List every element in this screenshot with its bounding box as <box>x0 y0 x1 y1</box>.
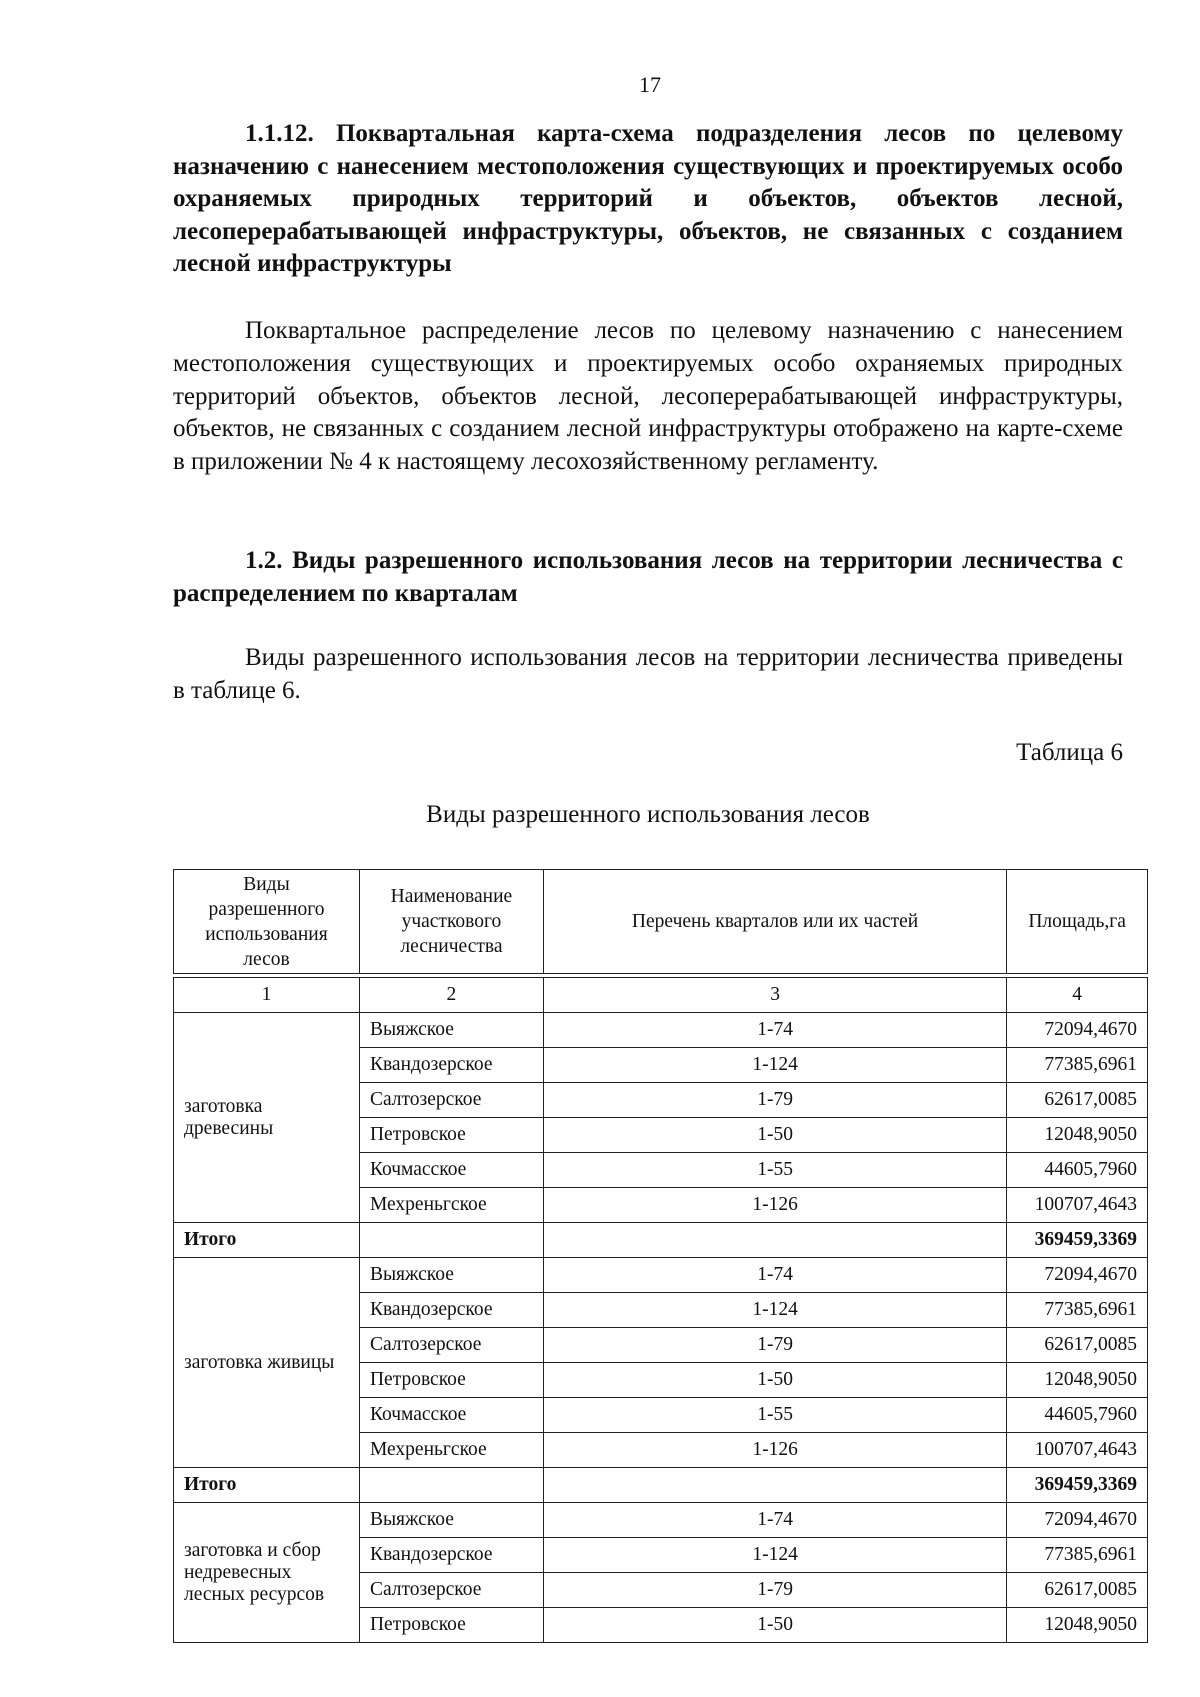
table-row <box>174 1503 1148 1538</box>
column-number: 4 <box>1007 978 1148 1013</box>
table-title: Виды разрешенного использования лесов <box>426 801 870 828</box>
use-type-cell: заготовка и сбор недревесных лесных ресурсов <box>174 1503 360 1643</box>
table-row <box>174 1013 1148 1048</box>
header-quarters-list: Перечень кварталов или их частей <box>543 870 1006 974</box>
area-cell: 72094,4670 <box>1007 1503 1148 1538</box>
forestry-cell: Выяжское <box>359 1013 543 1048</box>
forestry-cell: Кочмасское <box>359 1153 543 1188</box>
quarters-cell: 1-79 <box>543 1328 1006 1363</box>
empty-cell <box>543 1468 1006 1503</box>
quarters-cell: 1-126 <box>543 1433 1006 1468</box>
forestry-cell: Салтозерское <box>359 1083 543 1118</box>
section-1-1-12-heading: 1.1.12. Поквартальная карта-схема подразделения лесов по целевому назначению с нанесением местоположения существующих и проектируемых особо охраняемых природных территорий и объектов, объектов лесной, лесоперерабатывающей инфраструктуры, объектов, не связанных с созданием лесной инфраструктуры <box>173 120 1123 277</box>
forestry-cell: Выяжское <box>359 1503 543 1538</box>
forestry-cell: Петровское <box>359 1608 543 1643</box>
forestry-cell: Выяжское <box>359 1258 543 1293</box>
area-cell: 12048,9050 <box>1007 1363 1148 1398</box>
quarters-cell: 1-124 <box>543 1538 1006 1573</box>
quarters-cell: 1-50 <box>543 1363 1006 1398</box>
total-row <box>174 1223 1148 1258</box>
area-cell: 62617,0085 <box>1007 1328 1148 1363</box>
data-table <box>173 977 1148 1643</box>
forestry-cell: Салтозерское <box>359 1328 543 1363</box>
area-cell: 77385,6961 <box>1007 1538 1148 1573</box>
quarters-cell: 1-74 <box>543 1013 1006 1048</box>
forestry-cell: Мехреньгское <box>359 1188 543 1223</box>
use-type-cell: заготовка живицы <box>174 1258 360 1468</box>
empty-cell <box>359 1468 543 1503</box>
forestry-cell: Мехреньгское <box>359 1433 543 1468</box>
area-cell: 72094,4670 <box>1007 1013 1148 1048</box>
total-label: Итого <box>174 1468 360 1503</box>
forestry-cell: Салтозерское <box>359 1573 543 1608</box>
table-header <box>173 869 1148 974</box>
area-cell: 44605,7960 <box>1007 1398 1148 1433</box>
quarters-cell: 1-50 <box>543 1608 1006 1643</box>
quarters-cell: 1-55 <box>543 1398 1006 1433</box>
quarters-cell: 1-79 <box>543 1083 1006 1118</box>
header-use-type: Виды разрешенного использования лесов <box>174 870 360 974</box>
header-forestry-name: Наименование участкового лесничества <box>359 870 543 974</box>
quarters-cell: 1-126 <box>543 1188 1006 1223</box>
column-number: 2 <box>359 978 543 1013</box>
quarters-cell: 1-124 <box>543 1048 1006 1083</box>
forestry-cell: Петровское <box>359 1118 543 1153</box>
quarters-cell: 1-74 <box>543 1258 1006 1293</box>
forestry-cell: Петровское <box>359 1363 543 1398</box>
table-label: Таблица 6 <box>1016 739 1123 766</box>
column-number: 1 <box>174 978 360 1013</box>
quarters-cell: 1-124 <box>543 1293 1006 1328</box>
column-number: 3 <box>543 978 1006 1013</box>
area-cell: 44605,7960 <box>1007 1153 1148 1188</box>
section-1-2-paragraph: Виды разрешенного использования лесов на территории лесничества приведены в таблице 6. <box>173 644 1123 704</box>
forestry-cell: Кочмасское <box>359 1398 543 1433</box>
total-row <box>174 1468 1148 1503</box>
area-cell: 77385,6961 <box>1007 1048 1148 1083</box>
use-type-cell: заготовка древесины <box>174 1013 360 1223</box>
table-row <box>174 1258 1148 1293</box>
area-cell: 62617,0085 <box>1007 1083 1148 1118</box>
empty-cell <box>543 1223 1006 1258</box>
page-number: 17 <box>639 72 661 97</box>
area-cell: 77385,6961 <box>1007 1293 1148 1328</box>
header-area: Площадь,га <box>1007 870 1148 974</box>
total-area: 369459,3369 <box>1007 1223 1148 1258</box>
area-cell: 62617,0085 <box>1007 1573 1148 1608</box>
area-cell: 100707,4643 <box>1007 1433 1148 1468</box>
section-1-2-heading: 1.2. Виды разрешенного использования лесов на территории лесничества с распределением по кварталам <box>173 547 1123 607</box>
area-cell: 72094,4670 <box>1007 1258 1148 1293</box>
quarters-cell: 1-74 <box>543 1503 1006 1538</box>
area-cell: 12048,9050 <box>1007 1608 1148 1643</box>
area-cell: 100707,4643 <box>1007 1188 1148 1223</box>
total-area: 369459,3369 <box>1007 1468 1148 1503</box>
quarters-cell: 1-79 <box>543 1573 1006 1608</box>
forestry-cell: Квандозерское <box>359 1048 543 1083</box>
quarters-cell: 1-50 <box>543 1118 1006 1153</box>
quarters-cell: 1-55 <box>543 1153 1006 1188</box>
total-label: Итого <box>174 1223 360 1258</box>
forestry-cell: Квандозерское <box>359 1538 543 1573</box>
empty-cell <box>359 1223 543 1258</box>
forestry-cell: Квандозерское <box>359 1293 543 1328</box>
section-1-1-12-paragraph: Поквартальное распределение лесов по целевому назначению с нанесением местоположения существующих и проектируемых особо охраняемых природных территорий объектов, объектов лесной, лесоперерабатывающей инфраструктуры, объектов, не связанных с созданием лесной инфраструктуры отображено на карте-схеме в приложении № 4 к настоящему лесохозяйственному регламенту. <box>173 317 1123 476</box>
area-cell: 12048,9050 <box>1007 1118 1148 1153</box>
